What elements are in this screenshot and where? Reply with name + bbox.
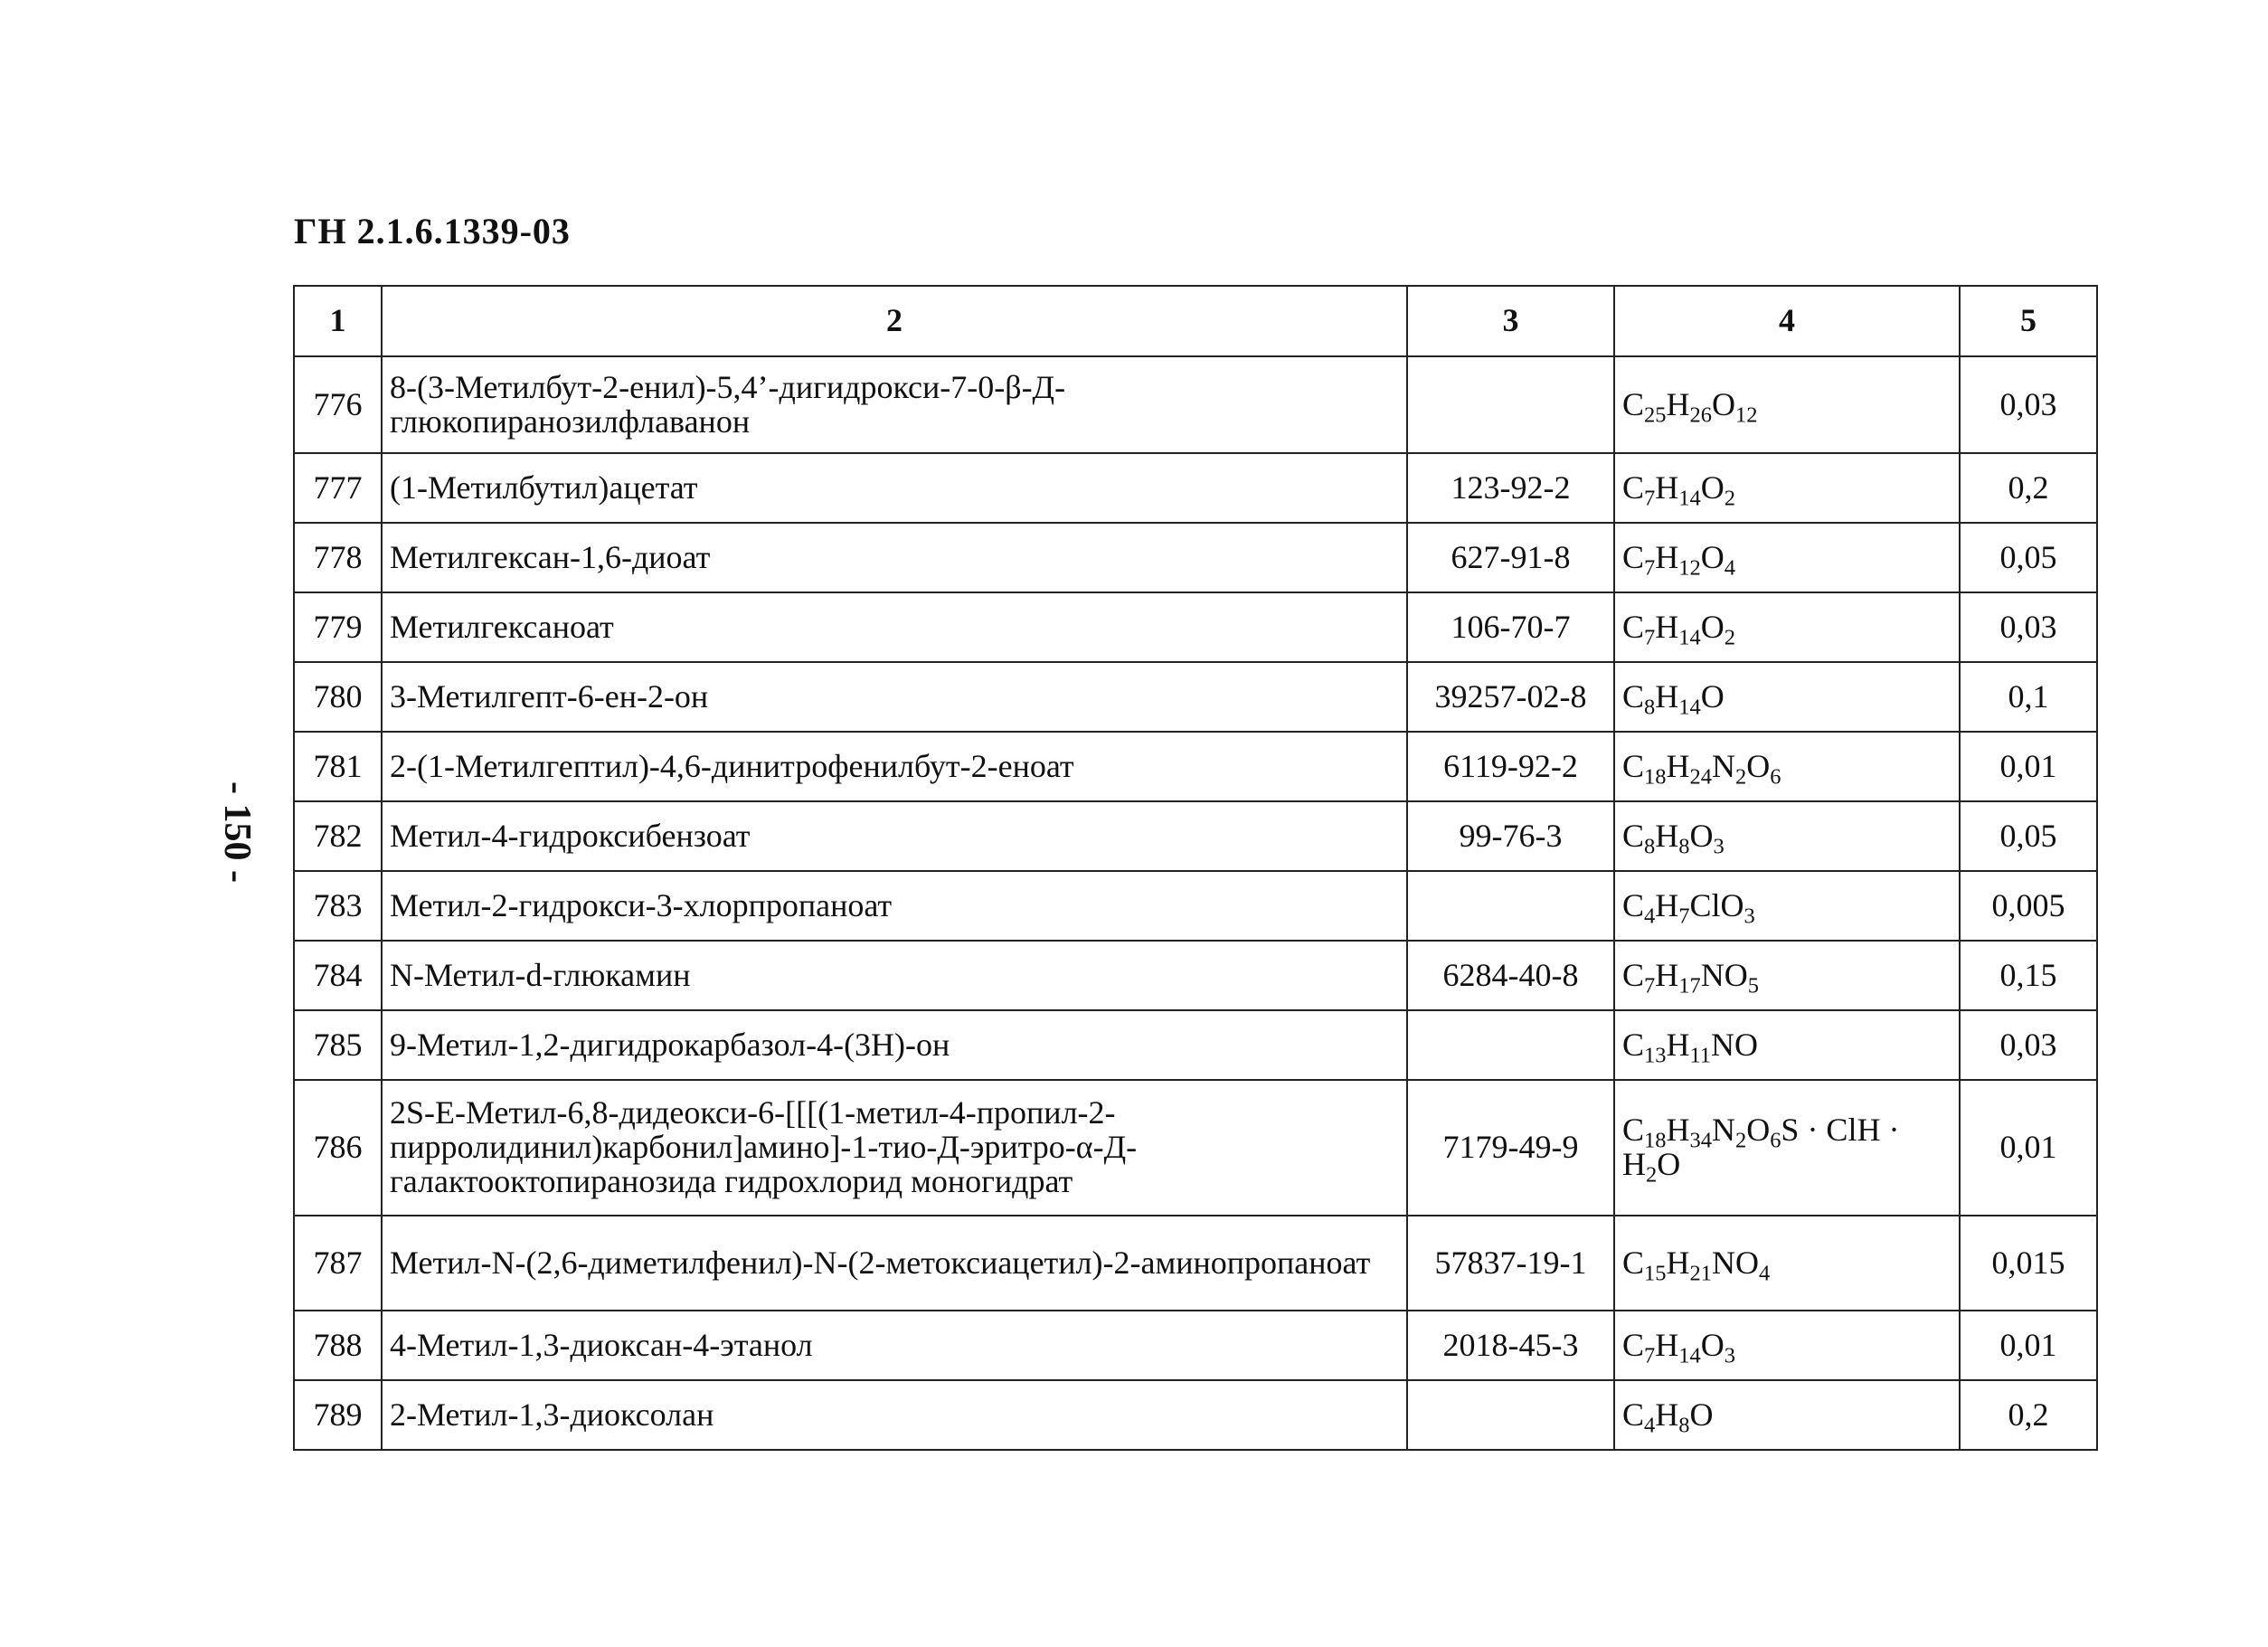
formula-element: O <box>1746 1112 1771 1149</box>
concentration-value: 0,01 <box>1960 1080 2097 1216</box>
formula-subscript: 18 <box>1644 763 1667 789</box>
chemical-formula <box>1614 592 1960 662</box>
substance-name: Метил-4-гидроксибензоат <box>382 801 1407 871</box>
substances-table <box>293 285 2098 1451</box>
concentration-value: 0,05 <box>1960 801 2097 871</box>
formula-subscript: 7 <box>1644 972 1656 998</box>
cas-number: 106-70-7 <box>1407 592 1614 662</box>
formula-subscript: 11 <box>1689 1042 1712 1067</box>
formula-subscript: 8 <box>1678 833 1690 858</box>
formula-element: C <box>1622 469 1645 506</box>
substance-name: 4-Метил-1,3-диоксан-4-этанол <box>382 1311 1407 1380</box>
row-number: 782 <box>294 801 382 871</box>
chemical-formula <box>1614 1080 1960 1216</box>
formula-element: H <box>1666 1026 1690 1063</box>
row-number: 786 <box>294 1080 382 1216</box>
formula-subscript: 14 <box>1678 485 1701 510</box>
formula-element: C <box>1622 747 1645 784</box>
table-row <box>294 801 2097 871</box>
formula-subscript: 3 <box>1744 903 1755 928</box>
formula-subscript: 2 <box>1724 624 1735 649</box>
table-row <box>294 1380 2097 1450</box>
formula-element: C <box>1622 1112 1645 1149</box>
formula-element: C <box>1622 817 1645 854</box>
formula-element: C <box>1622 538 1645 575</box>
concentration-value: 0,005 <box>1960 871 2097 941</box>
formula-element: O <box>1711 385 1735 422</box>
substance-name: 2-(1-Метилгептил)-4,6-динитрофенилбут-2-еноат <box>382 732 1407 801</box>
chemical-formula <box>1614 1311 1960 1380</box>
substance-name: Метилгексан-1,6-диоат <box>382 523 1407 592</box>
concentration-value: 0,2 <box>1960 1380 2097 1450</box>
formula-subscript: 17 <box>1678 972 1701 998</box>
concentration-value: 0,2 <box>1960 453 2097 523</box>
formula-element: C <box>1622 1396 1645 1433</box>
formula-subscript: 24 <box>1689 763 1712 789</box>
formula-element: O <box>1657 1146 1681 1182</box>
row-number: 783 <box>294 871 382 941</box>
table-row <box>294 1010 2097 1080</box>
formula-subscript: 6 <box>1770 1128 1781 1153</box>
cas-number: 39257-02-8 <box>1407 662 1614 732</box>
formula-element: C <box>1622 385 1645 422</box>
table-row <box>294 662 2097 732</box>
formula-subscript: 21 <box>1689 1260 1712 1285</box>
formula-element: H <box>1666 385 1690 422</box>
column-header-5: 5 <box>1960 286 2097 356</box>
concentration-value: 0,03 <box>1960 356 2097 453</box>
chemical-formula <box>1614 1216 1960 1311</box>
substance-name: 2-Метил-1,3-диоксолан <box>382 1380 1407 1450</box>
substance-name: 8-(3-Метилбут-2-енил)-5,4’-дигидрокси-7-0-β-Д-глюкопиранозилфлаванон <box>382 356 1407 453</box>
formula-subscript: 7 <box>1644 624 1656 649</box>
row-number: 778 <box>294 523 382 592</box>
chemical-formula <box>1614 871 1960 941</box>
formula-element: H <box>1655 817 1679 854</box>
formula-element: O <box>1700 677 1725 715</box>
row-number: 789 <box>294 1380 382 1450</box>
chemical-formula <box>1614 801 1960 871</box>
formula-subscript: 34 <box>1689 1128 1712 1153</box>
formula-element: NO <box>1711 1244 1759 1281</box>
row-number: 788 <box>294 1311 382 1380</box>
table-row <box>294 523 2097 592</box>
table-row <box>294 871 2097 941</box>
row-number: 776 <box>294 356 382 453</box>
substance-name: N-Метил-d-глюкамин <box>382 941 1407 1010</box>
formula-subscript: 8 <box>1678 1412 1690 1437</box>
chemical-formula <box>1614 1010 1960 1080</box>
row-number: 779 <box>294 592 382 662</box>
formula-subscript: 4 <box>1758 1260 1771 1285</box>
row-number: 780 <box>294 662 382 732</box>
document-code: ГН 2.1.6.1339-03 <box>294 211 571 251</box>
formula-element: H <box>1655 677 1679 715</box>
row-number: 784 <box>294 941 382 1010</box>
cas-number: 6119-92-2 <box>1407 732 1614 801</box>
formula-element: NO <box>1700 956 1748 993</box>
cas-number: 57837-19-1 <box>1407 1216 1614 1311</box>
cas-number <box>1407 871 1614 941</box>
formula-subscript: 2 <box>1734 1128 1747 1153</box>
formula-element: ClO <box>1689 886 1744 923</box>
column-header-4: 4 <box>1614 286 1960 356</box>
formula-element: C <box>1622 1326 1645 1363</box>
concentration-value: 0,15 <box>1960 941 2097 1010</box>
formula-element: O <box>1700 1326 1725 1363</box>
formula-subscript: 13 <box>1644 1042 1667 1067</box>
formula-subscript: 5 <box>1747 972 1759 998</box>
cas-number: 99-76-3 <box>1407 801 1614 871</box>
substance-name: Метил-N-(2,6-диметилфенил)-N-(2-метоксиацетил)-2-аминопропаноат <box>382 1216 1407 1311</box>
table-row <box>294 592 2097 662</box>
substance-name: (1-Метилбутил)ацетат <box>382 453 1407 523</box>
concentration-value: 0,1 <box>1960 662 2097 732</box>
formula-element: O <box>1700 608 1725 645</box>
formula-subscript: 8 <box>1644 694 1656 719</box>
cas-number: 123-92-2 <box>1407 453 1614 523</box>
table-row <box>294 453 2097 523</box>
formula-subscript: 12 <box>1734 402 1758 427</box>
formula-element: O <box>1689 817 1714 854</box>
formula-subscript: 4 <box>1644 903 1656 928</box>
formula-subscript: 7 <box>1644 485 1656 510</box>
column-header-3: 3 <box>1407 286 1614 356</box>
chemical-formula <box>1614 453 1960 523</box>
chemical-formula <box>1614 941 1960 1010</box>
chemical-formula <box>1614 356 1960 453</box>
formula-subscript: 2 <box>1734 763 1747 789</box>
table-row <box>294 1080 2097 1216</box>
substance-name: 3-Метилгепт-6-ен-2-он <box>382 662 1407 732</box>
concentration-value: 0,03 <box>1960 592 2097 662</box>
chemical-formula <box>1614 1380 1960 1450</box>
formula-element: H <box>1655 469 1679 506</box>
table-row <box>294 1216 2097 1311</box>
formula-element: C <box>1622 1026 1645 1063</box>
cas-number: 7179-49-9 <box>1407 1080 1614 1216</box>
formula-element: O <box>1700 538 1725 575</box>
formula-subscript: 2 <box>1724 485 1735 510</box>
column-header-2: 2 <box>382 286 1407 356</box>
chemical-formula <box>1614 732 1960 801</box>
formula-element: O <box>1746 747 1771 784</box>
row-number: 781 <box>294 732 382 801</box>
formula-element: C <box>1622 956 1645 993</box>
formula-element: C <box>1622 677 1645 715</box>
formula-element: H <box>1655 1326 1679 1363</box>
page-number: - 150 - <box>216 781 258 883</box>
formula-element: H <box>1655 538 1679 575</box>
table-row <box>294 356 2097 453</box>
formula-element: H <box>1666 1112 1690 1149</box>
concentration-value: 0,05 <box>1960 523 2097 592</box>
formula-subscript: 15 <box>1644 1260 1667 1285</box>
formula-element: H <box>1655 956 1679 993</box>
column-header-1: 1 <box>294 286 382 356</box>
table-row <box>294 1311 2097 1380</box>
formula-element: H <box>1666 747 1690 784</box>
formula-element: C <box>1622 608 1645 645</box>
formula-subscript: 6 <box>1770 763 1781 789</box>
cas-number <box>1407 1010 1614 1080</box>
concentration-value: 0,015 <box>1960 1216 2097 1311</box>
formula-element: N <box>1711 1112 1735 1149</box>
formula-element: O <box>1689 1396 1714 1433</box>
formula-subscript: 14 <box>1678 624 1701 649</box>
substance-name: Метилгексаноат <box>382 592 1407 662</box>
chemical-formula <box>1614 523 1960 592</box>
formula-element: C <box>1622 1244 1645 1281</box>
cas-number <box>1407 356 1614 453</box>
cas-number: 2018-45-3 <box>1407 1311 1614 1380</box>
concentration-value: 0,01 <box>1960 732 2097 801</box>
formula-subscript: 14 <box>1678 1342 1701 1368</box>
formula-element: NO <box>1711 1026 1759 1063</box>
formula-subscript: 8 <box>1644 833 1656 858</box>
formula-element: S · ClH · H <box>1622 1112 1900 1182</box>
row-number: 787 <box>294 1216 382 1311</box>
formula-subscript: 4 <box>1724 554 1735 580</box>
formula-element: C <box>1622 886 1645 923</box>
concentration-value: 0,03 <box>1960 1010 2097 1080</box>
cas-number: 627-91-8 <box>1407 523 1614 592</box>
formula-element: H <box>1655 608 1679 645</box>
concentration-value: 0,01 <box>1960 1311 2097 1380</box>
formula-subscript: 14 <box>1678 694 1701 719</box>
table-header-row <box>294 286 2097 356</box>
table-row <box>294 732 2097 801</box>
cas-number <box>1407 1380 1614 1450</box>
formula-subscript: 3 <box>1724 1342 1735 1368</box>
chemical-formula <box>1614 662 1960 732</box>
formula-subscript: 2 <box>1646 1162 1658 1188</box>
formula-subscript: 26 <box>1689 402 1712 427</box>
cas-number: 6284-40-8 <box>1407 941 1614 1010</box>
substance-name: Метил-2-гидрокси-3-хлорпропаноат <box>382 871 1407 941</box>
table-row <box>294 941 2097 1010</box>
formula-subscript: 3 <box>1713 833 1725 858</box>
table-body <box>294 356 2097 1450</box>
formula-subscript: 12 <box>1678 554 1701 580</box>
formula-element: O <box>1700 469 1725 506</box>
row-number: 785 <box>294 1010 382 1080</box>
formula-element: N <box>1711 747 1735 784</box>
formula-subscript: 7 <box>1678 903 1690 928</box>
formula-element: H <box>1655 886 1679 923</box>
substance-name: 9-Метил-1,2-дигидрокарбазол-4-(3Н)-он <box>382 1010 1407 1080</box>
formula-subscript: 25 <box>1644 402 1667 427</box>
formula-subscript: 7 <box>1644 1342 1656 1368</box>
row-number: 777 <box>294 453 382 523</box>
formula-subscript: 4 <box>1644 1412 1656 1437</box>
substance-name: 2S-Е-Метил-6,8-дидеокси-6-[[[(1-метил-4-пропил-2-пирролидинил)карбонил]амино]-1-тио-Д-эритро-α-Д-галактооктопиранозида гидрохлорид моногидрат <box>382 1080 1407 1216</box>
formula-element: H <box>1666 1244 1690 1281</box>
formula-subscript: 7 <box>1644 554 1656 580</box>
formula-subscript: 18 <box>1644 1128 1667 1153</box>
formula-element: H <box>1655 1396 1679 1433</box>
